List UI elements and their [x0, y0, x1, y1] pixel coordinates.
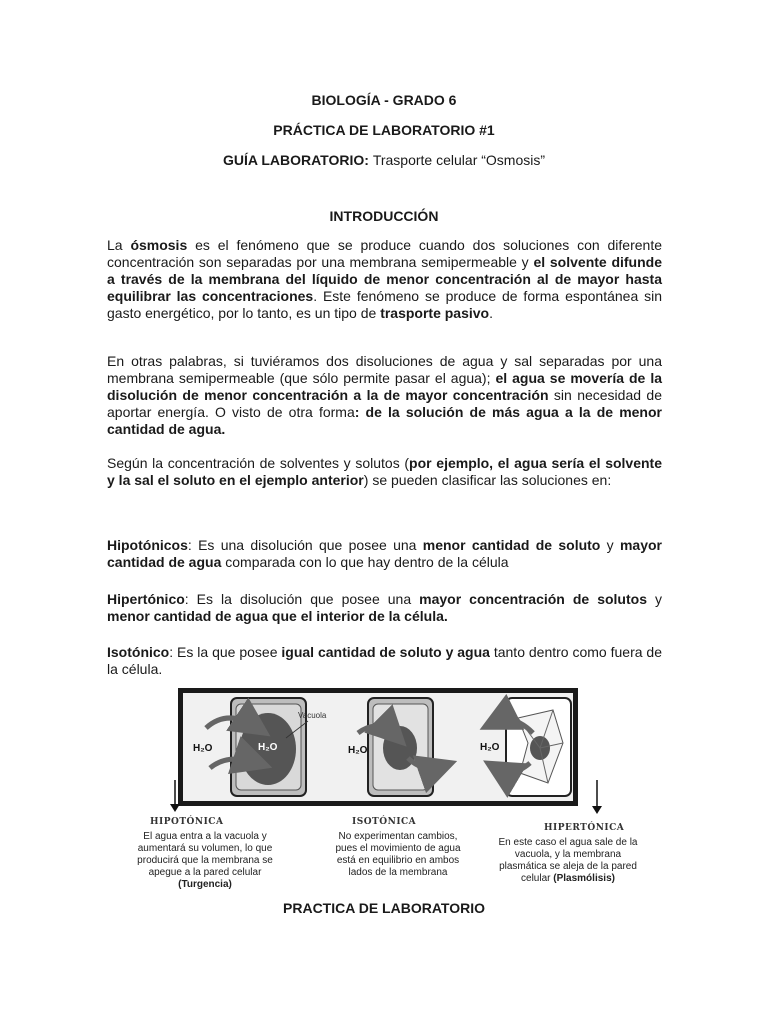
vacuola-label: Vacuola — [298, 711, 327, 720]
practice-heading: PRÁCTICA DE LABORATORIO #1 — [273, 122, 495, 138]
paragraph-other-words: En otras palabras, si tuviéramos dos disoluciones de agua y sal separadas por una membrana semipermeable (que sólo permite pasar el agua); el agua se movería de la disolución de menor concentración a la de mayor concentración sin necesidad de aportar energía. O visto de otra forma: de la solución de más agua a la de menor cantidad de agua. — [107, 353, 662, 437]
paragraph-hipertonico: Hipertónico: Es la disolución que posee una mayor concentración de solutos y menor cantidad de agua que el interior de la célula. — [107, 591, 663, 624]
intro-heading: INTRODUCCIÓN — [329, 208, 439, 224]
caption-title-hipertonica: HIPERTÓNICA — [544, 823, 625, 833]
caption-hipotonica: El agua entra a la vacuola y aumentará su volumen, lo que producirá que la membrana se apegue a la pared celular (Turgencia) — [137, 831, 273, 890]
paragraph-osmosis-definition: La ósmosis es el fenómeno que se produce cuando dos soluciones con diferente concentración son separadas por una membrana semipermeable y el solvente difunde a través de la membrana del líquido de menor concentración al de mayor hasta equilibrar las concentraciones. Este fenómeno se produce de forma espontánea sin gasto energético, por lo tanto, es un tipo de trasporte pasivo. — [107, 237, 663, 321]
caption-title-hipotonica: HIPOTÓNICA — [150, 817, 224, 827]
subject-heading: BIOLOGÍA - GRADO 6 — [311, 92, 457, 108]
water-label: H₂O — [193, 743, 213, 754]
water-label: H₂O — [258, 742, 278, 753]
paragraph-isotonico: Isotónico: Es la que posee igual cantidad de soluto y agua tanto dentro como fuera de la célula. — [107, 644, 663, 677]
lab-practice-heading: PRACTICA DE LABORATORIO — [283, 900, 485, 916]
caption-title-isotonica: ISOTÓNICA — [352, 817, 417, 827]
guide-label: GUÍA LABORATORIO: — [222, 152, 369, 168]
paragraph-hipotonicos: Hipotónicos: Es una disolución que posee una menor cantidad de soluto y mayor cantidad de agua comparada con lo que hay dentro de la célula — [107, 537, 663, 570]
caption-isotonica: No experimentan cambios, pues el movimiento de agua está en equilibrio en ambos lados de la membrana — [335, 831, 461, 878]
guide-heading — [0, 152, 768, 168]
guide-text: Trasporte celular “Osmosis” — [372, 152, 546, 168]
water-label: H₂O — [348, 745, 368, 756]
water-label: H₂O — [480, 742, 500, 753]
paragraph-classification: Según la concentración de solventes y solutos (por ejemplo, el agua sería el solvente y la sal el soluto en el ejemplo anterior) se pueden clasificar las soluciones en: — [107, 455, 662, 488]
caption-hipertonica: En este caso el agua sale de la vacuola, y la membrana plasmática se aleja de la pared celular (Plasmólisis) — [498, 837, 638, 884]
